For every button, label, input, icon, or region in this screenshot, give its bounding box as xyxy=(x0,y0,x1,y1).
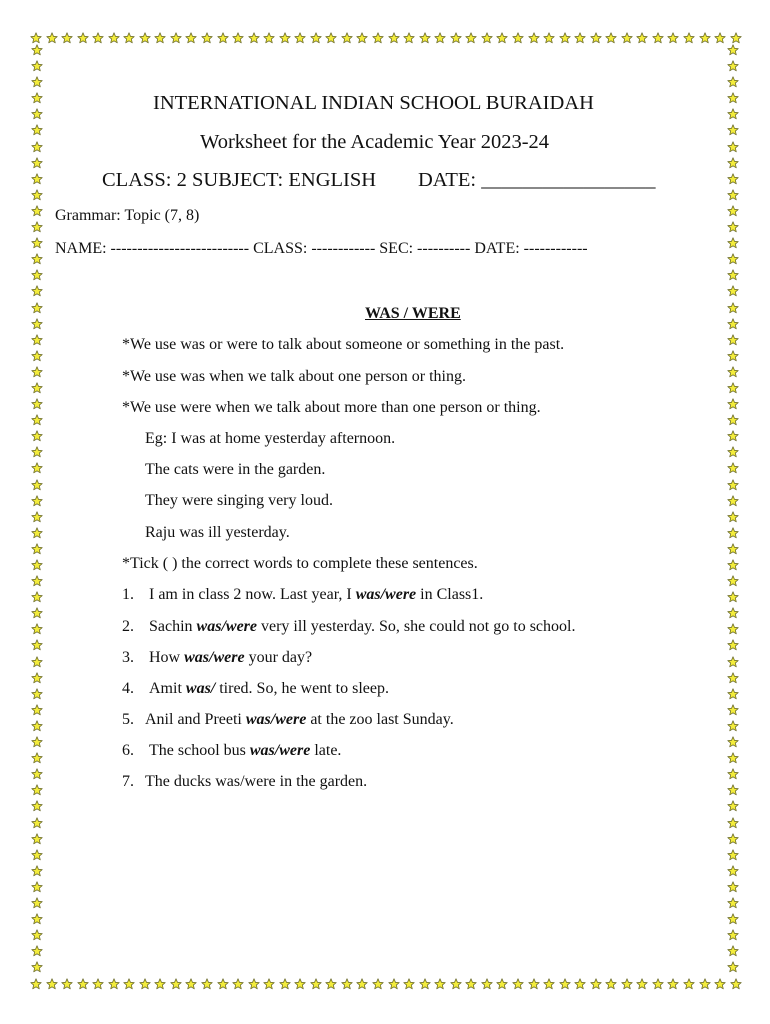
exercise-text: Anil and Preeti xyxy=(145,711,246,728)
star-icon xyxy=(727,881,739,893)
star-icon xyxy=(31,591,43,603)
star-icon xyxy=(727,639,739,651)
star-icon xyxy=(388,32,400,44)
star-icon xyxy=(31,350,43,362)
star-icon xyxy=(31,881,43,893)
star-icon xyxy=(559,978,571,990)
star-icon xyxy=(139,978,151,990)
star-icon xyxy=(727,382,739,394)
rule-item: *We use was when we talk about one person or thing. xyxy=(122,368,466,385)
star-icon xyxy=(465,32,477,44)
star-icon xyxy=(727,736,739,748)
star-icon xyxy=(512,32,524,44)
star-border-right xyxy=(726,44,740,974)
star-icon xyxy=(325,32,337,44)
star-icon xyxy=(714,978,726,990)
star-icon xyxy=(77,978,89,990)
star-icon xyxy=(699,32,711,44)
star-icon xyxy=(31,768,43,780)
star-icon xyxy=(434,32,446,44)
star-icon xyxy=(31,76,43,88)
star-icon xyxy=(543,978,555,990)
school-name: INTERNATIONAL INDIAN SCHOOL BURAIDAH xyxy=(153,92,594,114)
class-subject: CLASS: 2 SUBJECT: ENGLISH xyxy=(102,169,377,191)
star-icon xyxy=(31,189,43,201)
star-icon xyxy=(31,334,43,346)
star-icon xyxy=(636,978,648,990)
exercise-item xyxy=(122,586,483,604)
star-icon xyxy=(727,92,739,104)
star-icon xyxy=(31,108,43,120)
exercise-item xyxy=(122,711,454,729)
star-icon xyxy=(574,978,586,990)
star-icon xyxy=(652,32,664,44)
star-icon xyxy=(31,688,43,700)
star-icon xyxy=(31,865,43,877)
star-icon xyxy=(727,559,739,571)
star-icon xyxy=(403,32,415,44)
star-icon xyxy=(727,945,739,957)
star-icon xyxy=(77,32,89,44)
star-icon xyxy=(667,32,679,44)
star-icon xyxy=(31,430,43,442)
star-icon xyxy=(652,978,664,990)
star-icon xyxy=(730,32,742,44)
star-icon xyxy=(450,32,462,44)
instruction: *Tick ( ) the correct words to complete these sentences. xyxy=(122,555,478,572)
star-icon xyxy=(727,269,739,281)
exercise-text: The ducks was/were in the garden. xyxy=(145,773,368,790)
star-icon xyxy=(31,833,43,845)
exercise-text: The school bus xyxy=(149,742,250,759)
star-icon xyxy=(727,302,739,314)
star-icon xyxy=(403,978,415,990)
exercise-text: I am in class 2 now. Last year, I xyxy=(149,586,356,603)
star-border-top xyxy=(30,32,742,46)
star-icon xyxy=(727,543,739,555)
star-icon xyxy=(31,784,43,796)
star-icon xyxy=(727,398,739,410)
exercise-text: late. xyxy=(310,742,342,759)
star-icon xyxy=(31,672,43,684)
star-icon xyxy=(31,913,43,925)
star-icon xyxy=(31,141,43,153)
star-icon xyxy=(232,32,244,44)
star-icon xyxy=(31,446,43,458)
star-icon xyxy=(727,688,739,700)
star-icon xyxy=(528,978,540,990)
star-icon xyxy=(727,334,739,346)
exercise-text: tired. So, he went to sleep. xyxy=(215,680,389,697)
star-icon xyxy=(727,76,739,88)
star-icon xyxy=(31,543,43,555)
exercise-text: Amit xyxy=(149,680,186,697)
exercise-number: 6. xyxy=(122,742,134,759)
topic-label: Grammar: Topic (7, 8) xyxy=(55,207,200,224)
star-icon xyxy=(31,607,43,619)
star-icon xyxy=(605,978,617,990)
exercise-text: Sachin xyxy=(149,618,197,635)
star-icon xyxy=(61,978,73,990)
star-icon xyxy=(727,414,739,426)
exercise-text: very ill yesterday. So, she could not go to school. xyxy=(257,618,576,635)
star-icon xyxy=(727,849,739,861)
exercise-item xyxy=(122,773,367,791)
star-icon xyxy=(727,607,739,619)
star-icon xyxy=(727,833,739,845)
star-icon xyxy=(528,32,540,44)
star-icon xyxy=(730,978,742,990)
star-icon xyxy=(31,849,43,861)
star-icon xyxy=(727,623,739,635)
star-icon xyxy=(279,32,291,44)
star-icon xyxy=(727,897,739,909)
example-item: The cats were in the garden. xyxy=(145,461,326,478)
star-icon xyxy=(727,752,739,764)
rule-item: *We use was or were to talk about someone or something in the past. xyxy=(122,336,565,353)
exercise-choice: was/were xyxy=(196,618,257,635)
star-icon xyxy=(727,800,739,812)
star-icon xyxy=(170,32,182,44)
star-icon xyxy=(263,978,275,990)
star-icon xyxy=(727,704,739,716)
exercise-item xyxy=(122,618,575,636)
star-icon xyxy=(310,32,322,44)
star-icon xyxy=(31,736,43,748)
star-icon xyxy=(294,32,306,44)
star-icon xyxy=(248,32,260,44)
star-icon xyxy=(683,978,695,990)
star-icon xyxy=(727,479,739,491)
star-icon xyxy=(727,511,739,523)
star-icon xyxy=(92,32,104,44)
star-icon xyxy=(481,32,493,44)
star-icon xyxy=(727,656,739,668)
example-item: Raju was ill yesterday. xyxy=(145,524,290,541)
star-icon xyxy=(727,173,739,185)
star-icon xyxy=(356,978,368,990)
star-icon xyxy=(465,978,477,990)
star-icon xyxy=(496,978,508,990)
star-icon xyxy=(727,141,739,153)
section-heading: WAS / WERE xyxy=(365,305,461,322)
star-icon xyxy=(310,978,322,990)
worksheet-title: Worksheet for the Academic Year 2023-24 xyxy=(200,131,550,153)
star-icon xyxy=(727,865,739,877)
star-icon xyxy=(31,897,43,909)
star-icon xyxy=(31,623,43,635)
star-icon xyxy=(31,124,43,136)
star-icon xyxy=(727,430,739,442)
star-icon xyxy=(727,189,739,201)
exercise-choice: was/were xyxy=(245,711,307,728)
star-icon xyxy=(31,527,43,539)
star-icon xyxy=(727,253,739,265)
star-icon xyxy=(372,32,384,44)
star-icon xyxy=(31,495,43,507)
star-icon xyxy=(31,752,43,764)
star-icon xyxy=(154,978,166,990)
star-icon xyxy=(574,32,586,44)
star-icon xyxy=(139,32,151,44)
star-icon xyxy=(372,978,384,990)
star-icon xyxy=(170,978,182,990)
star-icon xyxy=(31,704,43,716)
star-icon xyxy=(31,559,43,571)
star-icon xyxy=(30,978,42,990)
star-icon xyxy=(31,253,43,265)
exercise-text: in Class1. xyxy=(416,586,484,603)
star-icon xyxy=(30,32,42,44)
star-icon xyxy=(727,768,739,780)
star-icon xyxy=(31,173,43,185)
star-icon xyxy=(31,382,43,394)
star-icon xyxy=(434,978,446,990)
star-icon xyxy=(46,978,58,990)
star-icon xyxy=(727,462,739,474)
star-icon xyxy=(185,32,197,44)
star-icon xyxy=(31,479,43,491)
star-icon xyxy=(31,414,43,426)
star-icon xyxy=(31,366,43,378)
rule-item: *We use were when we talk about more than one person or thing. xyxy=(122,399,541,416)
star-icon xyxy=(727,929,739,941)
star-icon xyxy=(31,720,43,732)
exercise-number: 4. xyxy=(122,680,134,697)
exercise-choice: was/were xyxy=(355,586,417,603)
star-icon xyxy=(621,32,633,44)
star-icon xyxy=(727,446,739,458)
star-icon xyxy=(727,60,739,72)
star-icon xyxy=(727,350,739,362)
star-icon xyxy=(217,978,229,990)
star-icon xyxy=(727,527,739,539)
star-icon xyxy=(201,32,213,44)
star-icon xyxy=(31,205,43,217)
star-icon xyxy=(496,32,508,44)
student-info-line: NAME: -------------------------- CLASS: ------------ SEC: ---------- DATE: ------------ xyxy=(55,240,588,257)
star-icon xyxy=(61,32,73,44)
star-icon xyxy=(46,32,58,44)
star-icon xyxy=(605,32,617,44)
star-icon xyxy=(727,108,739,120)
star-icon xyxy=(727,913,739,925)
star-icon xyxy=(31,398,43,410)
star-icon xyxy=(31,221,43,233)
star-icon xyxy=(636,32,648,44)
star-icon xyxy=(727,961,739,973)
star-icon xyxy=(481,978,493,990)
star-icon xyxy=(263,32,275,44)
star-icon xyxy=(714,32,726,44)
star-icon xyxy=(31,285,43,297)
star-icon xyxy=(31,929,43,941)
exercise-number: 3. xyxy=(122,649,134,666)
exercise-number: 2. xyxy=(122,618,134,635)
star-icon xyxy=(31,462,43,474)
star-icon xyxy=(31,656,43,668)
star-icon xyxy=(31,237,43,249)
exercise-item xyxy=(122,742,341,760)
exercise-text: How xyxy=(149,649,185,666)
star-icon xyxy=(341,978,353,990)
example-item: Eg: I was at home yesterday afternoon. xyxy=(145,430,396,447)
star-icon xyxy=(727,720,739,732)
star-icon xyxy=(31,318,43,330)
star-border-bottom xyxy=(30,978,742,992)
star-icon xyxy=(31,639,43,651)
star-icon xyxy=(727,124,739,136)
exercise-number: 1. xyxy=(122,586,134,603)
star-icon xyxy=(727,575,739,587)
star-icon xyxy=(248,978,260,990)
star-icon xyxy=(325,978,337,990)
example-item: They were singing very loud. xyxy=(145,492,333,509)
star-icon xyxy=(667,978,679,990)
star-icon xyxy=(294,978,306,990)
star-icon xyxy=(279,978,291,990)
star-icon xyxy=(123,32,135,44)
date-field: DATE: _________________ xyxy=(418,169,656,191)
star-icon xyxy=(727,157,739,169)
star-icon xyxy=(31,961,43,973)
star-icon xyxy=(683,32,695,44)
star-icon xyxy=(185,978,197,990)
star-icon xyxy=(108,978,120,990)
star-icon xyxy=(92,978,104,990)
star-icon xyxy=(699,978,711,990)
star-icon xyxy=(543,32,555,44)
star-icon xyxy=(31,269,43,281)
star-icon xyxy=(419,32,431,44)
exercise-text: your day? xyxy=(244,649,313,666)
star-icon xyxy=(727,205,739,217)
star-icon xyxy=(450,978,462,990)
star-icon xyxy=(31,157,43,169)
star-icon xyxy=(108,32,120,44)
star-icon xyxy=(727,591,739,603)
star-icon xyxy=(356,32,368,44)
star-icon xyxy=(590,32,602,44)
star-icon xyxy=(31,575,43,587)
star-icon xyxy=(727,237,739,249)
star-icon xyxy=(727,285,739,297)
exercise-choice: was/ xyxy=(185,680,216,697)
star-icon xyxy=(388,978,400,990)
star-icon xyxy=(31,44,43,56)
star-icon xyxy=(31,511,43,523)
exercise-number: 5. xyxy=(122,711,134,728)
star-icon xyxy=(232,978,244,990)
star-icon xyxy=(154,32,166,44)
star-icon xyxy=(727,784,739,796)
star-icon xyxy=(31,817,43,829)
exercise-number: 7. xyxy=(122,773,134,790)
star-icon xyxy=(123,978,135,990)
star-icon xyxy=(621,978,633,990)
star-icon xyxy=(727,817,739,829)
star-border-left xyxy=(30,44,44,974)
star-icon xyxy=(201,978,213,990)
star-icon xyxy=(727,221,739,233)
star-icon xyxy=(559,32,571,44)
star-icon xyxy=(512,978,524,990)
star-icon xyxy=(727,366,739,378)
exercise-choice: was/were xyxy=(184,649,245,666)
exercise-item xyxy=(122,680,389,698)
exercise-choice: was/were xyxy=(249,742,311,759)
exercise-item xyxy=(122,649,312,667)
star-icon xyxy=(419,978,431,990)
star-icon xyxy=(590,978,602,990)
exercise-text: at the zoo last Sunday. xyxy=(306,711,454,728)
star-icon xyxy=(341,32,353,44)
star-icon xyxy=(727,495,739,507)
star-icon xyxy=(217,32,229,44)
star-icon xyxy=(727,318,739,330)
star-icon xyxy=(31,92,43,104)
star-icon xyxy=(31,945,43,957)
star-icon xyxy=(31,302,43,314)
star-icon xyxy=(31,60,43,72)
star-icon xyxy=(31,800,43,812)
star-icon xyxy=(727,44,739,56)
star-icon xyxy=(727,672,739,684)
